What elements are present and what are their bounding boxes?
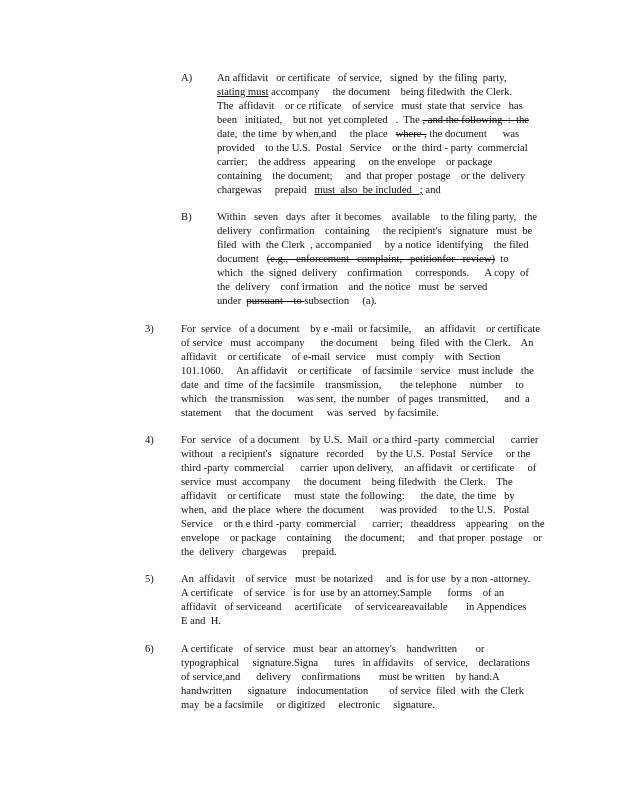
text-line xyxy=(181,601,541,615)
text-line xyxy=(181,671,541,685)
item-body xyxy=(181,434,545,560)
text-run: 101.1060. An affidavit or certificate of facsimile service must include the xyxy=(181,366,534,377)
text-run: and xyxy=(422,185,441,196)
text-run: For service of a document by e -mail or facsimile, an affidavit or certificate xyxy=(181,324,540,335)
text-line xyxy=(181,393,541,407)
text-run: affidavit or certificate must state the following: the date, the time by xyxy=(181,491,515,502)
text-run: Service or th e third -party commercial carrier; theaddress appearing on the xyxy=(181,519,545,530)
text-run: affidavit of serviceand acertificate of serviceareavailable in Appendices xyxy=(181,602,527,613)
text-run: when, and the place where the document was provided to the U.S. Postal xyxy=(181,505,530,516)
text-run: which the transmission was sent, the number of pages transmitted, and a xyxy=(181,394,530,405)
text-run: service must accompany the document being filedwith the Clerk. The xyxy=(181,477,513,488)
text-line xyxy=(181,462,541,476)
text-line xyxy=(181,643,541,657)
item-body xyxy=(217,211,541,309)
underlined-text: stating xyxy=(217,87,248,98)
item-label: 6) xyxy=(145,644,154,655)
item-label: 4) xyxy=(145,435,154,446)
text-run: carrier; the address appearing on the envelope or package xyxy=(217,157,493,168)
text-line xyxy=(217,114,541,128)
text-line xyxy=(181,365,541,379)
text-run: For service of a document by U.S. Mail or a third -party commercial carrier xyxy=(181,435,539,446)
text-line xyxy=(217,72,541,86)
text-line xyxy=(217,295,541,309)
text-run: provided to the U.S. Postal Service or the third - party commercial xyxy=(217,143,528,154)
text-line xyxy=(181,504,541,518)
text-line xyxy=(181,546,541,560)
text-line xyxy=(217,239,541,253)
text-line xyxy=(181,532,541,546)
item-body xyxy=(181,573,541,629)
text-run: typographical signature.Signa tures in affidavits of service, declarations xyxy=(181,658,530,669)
text-line xyxy=(217,142,541,156)
text-line xyxy=(181,587,541,601)
text-run: delivery confirmation containing the recipient's signature must be xyxy=(217,226,533,237)
item-label: 5) xyxy=(145,574,154,585)
item-body xyxy=(181,323,541,421)
text-run: A certificate of service is for use by an attorney.Sample forms of an xyxy=(181,588,505,599)
text-run: An affidavit of service must be notarized and is for use by a non -attorney. xyxy=(181,574,531,585)
text-run: envelope or package containing the document; and that proper postage or xyxy=(181,533,542,544)
text-run: date and time of the facsimile transmission, the telephone number to xyxy=(181,380,524,391)
text-run: which the signed delivery confirmation corresponds. A copy of xyxy=(217,268,529,279)
text-line xyxy=(217,211,541,225)
text-run: to xyxy=(495,254,509,265)
text-line xyxy=(181,323,541,337)
item-label: A) xyxy=(181,73,193,84)
text-run: accompany the document being filedwith the Clerk. xyxy=(268,87,513,98)
struck-text: where , xyxy=(395,129,427,140)
text-run: the document was xyxy=(426,129,520,140)
text-line xyxy=(217,225,541,239)
underlined-text: must also be included ; xyxy=(314,185,423,196)
text-line xyxy=(181,351,541,365)
text-run: Within seven days after it becomes available to the filing party, the xyxy=(217,212,538,223)
item-label: 3) xyxy=(145,324,154,335)
item-body xyxy=(217,72,541,198)
text-run: may be a facsimile or digitized electronic signature. xyxy=(181,700,435,711)
text-line xyxy=(181,615,541,629)
text-run: An affidavit or certificate of service, signed by the filing party, xyxy=(217,73,507,84)
text-run: without a recipient's signature recorded by the U.S. Postal Service or the xyxy=(181,449,531,460)
text-run: date, the time by when,and the place xyxy=(217,129,396,140)
text-line xyxy=(217,281,541,295)
item-label: B) xyxy=(181,212,192,223)
text-line xyxy=(181,685,541,699)
text-line xyxy=(217,128,541,142)
text-run: of service,and delivery confirmations must be written by hand.A xyxy=(181,672,500,683)
text-line xyxy=(181,337,541,351)
text-run: handwritten signature indocumentation of service filed with the Clerk xyxy=(181,686,525,697)
struck-text: (e.g., enforcement complaint, petitionfor review) xyxy=(266,254,496,265)
text-line xyxy=(181,407,541,421)
text-run: containing the document; and that proper postage or the delivery xyxy=(217,171,526,182)
text-line xyxy=(181,476,541,490)
text-run: the delivery conf irmation and the notice must be served xyxy=(217,282,488,293)
text-run: third -party commercial carrier upon delivery, an affidavit or certificate of xyxy=(181,463,537,474)
text-run: chargewas prepaid xyxy=(217,185,315,196)
text-line xyxy=(181,448,541,462)
text-line xyxy=(217,253,541,267)
text-run: of service must accompany the document being filed with the Clerk. An xyxy=(181,338,534,349)
text-line xyxy=(181,490,541,504)
text-run: document xyxy=(217,254,267,265)
text-line xyxy=(181,434,541,448)
text-line xyxy=(217,156,541,170)
text-line xyxy=(181,518,545,532)
text-line xyxy=(217,86,541,100)
text-run: E and H. xyxy=(181,616,222,627)
text-line xyxy=(217,267,541,281)
text-run: A certificate of service must bear an attorney's handwritten or xyxy=(181,644,485,655)
item-body xyxy=(181,643,541,713)
text-line xyxy=(181,657,541,671)
text-run: affidavit or certificate of e-mail service must comply with Section xyxy=(181,352,501,363)
underlined-text: must xyxy=(247,87,269,98)
text-run: statement that the document was served by facsimile. xyxy=(181,408,439,419)
struck-text: , and the following : the xyxy=(422,115,529,126)
text-line xyxy=(217,170,541,184)
text-run: been initiated, but not yet completed . The xyxy=(217,115,423,126)
text-run: under xyxy=(217,296,247,307)
text-line xyxy=(181,379,541,393)
text-line xyxy=(217,184,541,198)
struck-text: pursuant to xyxy=(246,296,305,307)
text-line xyxy=(217,100,541,114)
text-run: filed with the Clerk , accompanied by a notice identifying the filed xyxy=(217,240,529,251)
text-run: The affidavit or ce rtificate of service must state that service has xyxy=(217,101,523,112)
text-line xyxy=(181,699,541,713)
text-run: the delivery chargewas prepaid. xyxy=(181,547,337,558)
text-line xyxy=(181,573,541,587)
text-run: subsection (a). xyxy=(304,296,377,307)
